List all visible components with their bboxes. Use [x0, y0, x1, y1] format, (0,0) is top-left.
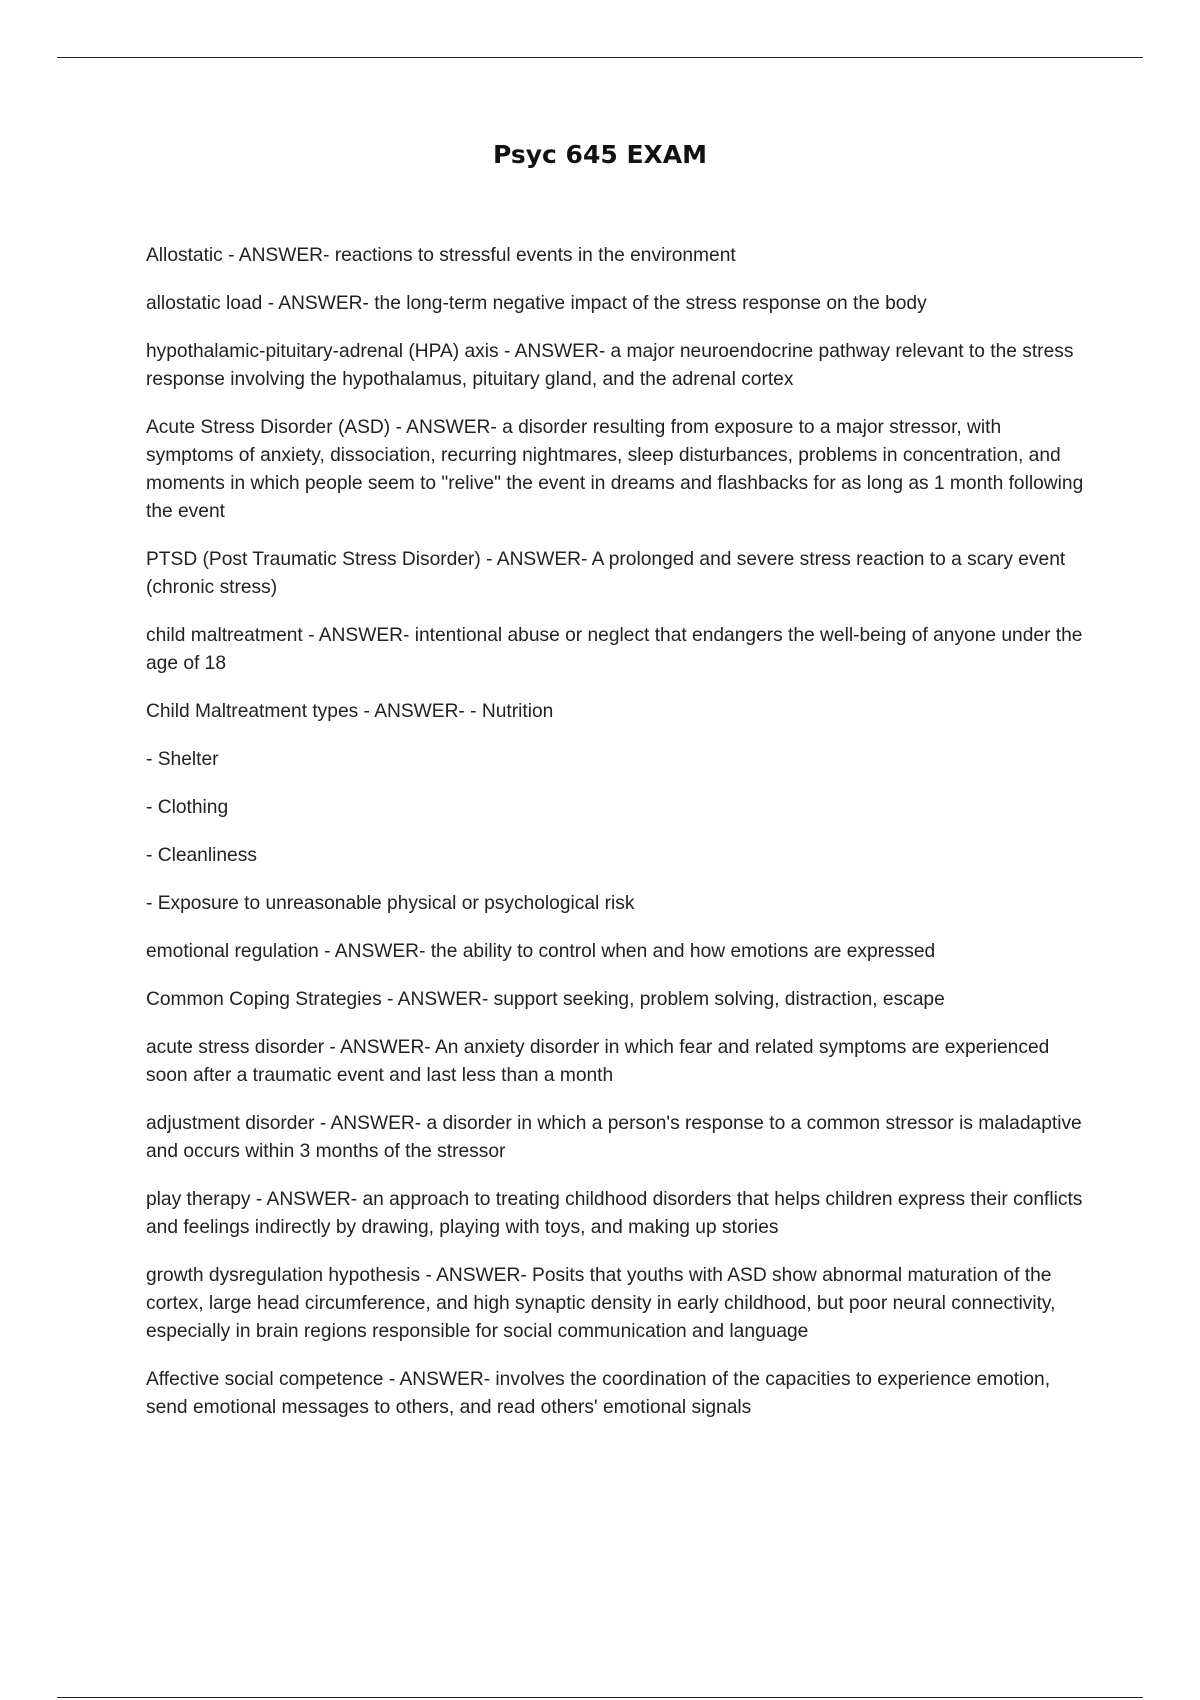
entry-item: - Cleanliness [146, 845, 257, 866]
entry-item: - Exposure to unreasonable physical or psychological risk [146, 893, 635, 914]
entry-item: Allostatic - ANSWER- reactions to stressful events in the environment [146, 245, 736, 266]
entry-item: Child Maltreatment types - ANSWER- - Nutrition [146, 701, 554, 722]
entry-item: growth dysregulation hypothesis - ANSWER- Posits that youths with ASD show abnormal maturation of the cortex, large head circumference, and high synaptic density in early childhood, but poor neural connectivity, especially in brain regions responsible for social communication and language [146, 1265, 1056, 1342]
entry-item: allostatic load - ANSWER- the long-term negative impact of the stress response on the body [146, 293, 927, 314]
entry-item: play therapy - ANSWER- an approach to treating childhood disorders that helps children express their conflicts and feelings indirectly by drawing, playing with toys, and making up stories [146, 1189, 1083, 1238]
header-rule [57, 57, 1143, 58]
entry-item: hypothalamic-pituitary-adrenal (HPA) axis - ANSWER- a major neuroendocrine pathway relevant to the stress response involving the hypothalamus, pituitary gland, and the adrenal cortex [146, 341, 1074, 390]
entry-item: - Clothing [146, 797, 229, 818]
page-title: Psyc 645 EXAM [492, 140, 708, 169]
entry-item: acute stress disorder - ANSWER- An anxiety disorder in which fear and related symptoms are experienced soon after a traumatic event and last less than a month [146, 1037, 1050, 1086]
entry-item: Affective social competence - ANSWER- involves the coordination of the capacities to experience emotion, send emotional messages to others, and read others' emotional signals [146, 1369, 1051, 1418]
entry-item: emotional regulation - ANSWER- the ability to control when and how emotions are expressed [146, 941, 936, 962]
document-body [146, 242, 1086, 1442]
footer-rule [57, 1697, 1143, 1698]
entry-item: Acute Stress Disorder (ASD) - ANSWER- a disorder resulting from exposure to a major stressor, with symptoms of anxiety, dissociation, recurring nightmares, sleep disturbances, problems in concentration, and moments in which people seem to "relive" the event in dreams and flashbacks for as long as 1 month following the event [146, 417, 1084, 522]
entry-item: PTSD (Post Traumatic Stress Disorder) - ANSWER- A prolonged and severe stress reaction to a scary event (chronic stress) [146, 549, 1066, 598]
entry-item: Common Coping Strategies - ANSWER- support seeking, problem solving, distraction, escape [146, 989, 945, 1010]
entry-item: - Shelter [146, 749, 219, 770]
entry-item: child maltreatment - ANSWER- intentional abuse or neglect that endangers the well-being of anyone under the age of 18 [146, 625, 1083, 674]
entry-item: adjustment disorder - ANSWER- a disorder in which a person's response to a common stressor is maladaptive and occurs within 3 months of the stressor [146, 1113, 1082, 1162]
